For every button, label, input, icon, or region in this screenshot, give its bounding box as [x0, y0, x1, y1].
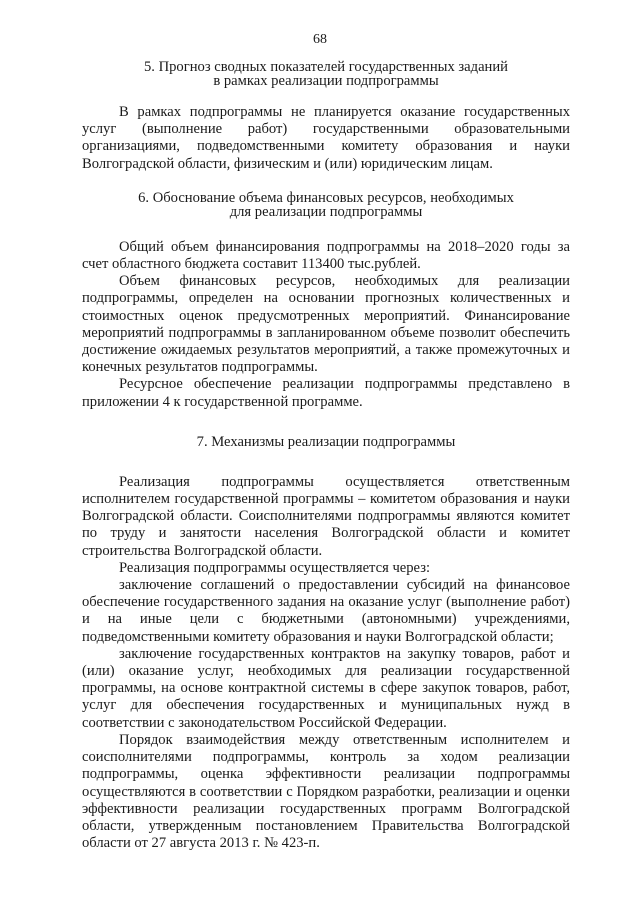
- section-7-list-item: заключение соглашений о предоставлении субсидий на финансовое обеспечение государственного задания на оказание услуг (выполнение работ) и на иные цели с бюджетными (автономными) учреждениями, подведомственными комитету образования и науки Волгоградской области;: [82, 577, 570, 645]
- section-6-heading: [82, 191, 570, 219]
- page-content: [82, 60, 570, 852]
- page-number: 68: [313, 32, 327, 47]
- section-7-heading: [82, 435, 570, 449]
- section-6-heading-line-1: 6. Обоснование объема финансовых ресурсов, необходимых: [138, 189, 514, 206]
- section-6-paragraph: Общий объем финансирования подпрограммы на 2018–2020 годы за счет областного бюджета составит 113400 тыс.рублей.: [82, 238, 570, 273]
- section-6-paragraph: Объем финансовых ресурсов, необходимых для реализации подпрограммы, определен на основании прогнозных количественных и стоимостных оценок предусмотренных мероприятий. Финансирование мероприятий подпрограммы в запланированном объеме позволит обеспечить достижение ожидаемых результатов мероприятий, а также промежуточных и конечных результатов подпрограммы.: [82, 273, 570, 376]
- section-6-heading-line-2: для реализации подпрограммы: [229, 203, 423, 220]
- section-6-paragraph: Ресурсное обеспечение реализации подпрограммы представлено в приложении 4 к государственной программе.: [82, 376, 570, 410]
- section-7-heading-text: 7. Механизмы реализации подпрограммы: [196, 433, 456, 450]
- section-5-heading-line-2: в рамках реализации подпрограммы: [213, 73, 439, 89]
- section-7-paragraph: Реализация подпрограммы осуществляется через:: [119, 559, 431, 576]
- section-7-paragraph: Порядок взаимодействия между ответственным исполнителем и соисполнителями подпрограммы, контроль за ходом реализации подпрограммы, оценка эффективности реализации подпрограммы осуществляются в соответствии с Порядком разработки, реализации и оценки эффективности реализации государственных программ Волгоградской области, утвержденным постановлением Правительства Волгоградской области от 27 августа 2013 г. № 423-п.: [82, 731, 570, 852]
- section-7-list-item: заключение государственных контрактов на закупку товаров, работ и (или) оказание услуг, необходимых для реализации государственной программы, на основе контрактной системы в сфере закупок товаров, работ, услуг для обеспечения государственных и муниципальных нужд в соответствии с законодательством Российской Федерации.: [82, 645, 570, 731]
- section-5-paragraph: В рамках подпрограммы не планируется оказание государственных услуг (выполнение работ) государственными образовательными организациями, подведомственными комитету образования и науки Волгоградской области, физическим и (или) юридическим лицам.: [82, 104, 570, 172]
- section-7-paragraph: Реализация подпрограммы осуществляется ответственным исполнителем государственной программы – комитетом образования и науки Волгоградской области. Соисполнителями подпрограммы являются комитет по труду и занятости населения Волгоградской области и комитет строительства Волгоградской области.: [82, 473, 570, 559]
- section-5-heading-line-1: 5. Прогноз сводных показателей государственных заданий: [144, 59, 508, 75]
- section-5-heading: [82, 60, 570, 88]
